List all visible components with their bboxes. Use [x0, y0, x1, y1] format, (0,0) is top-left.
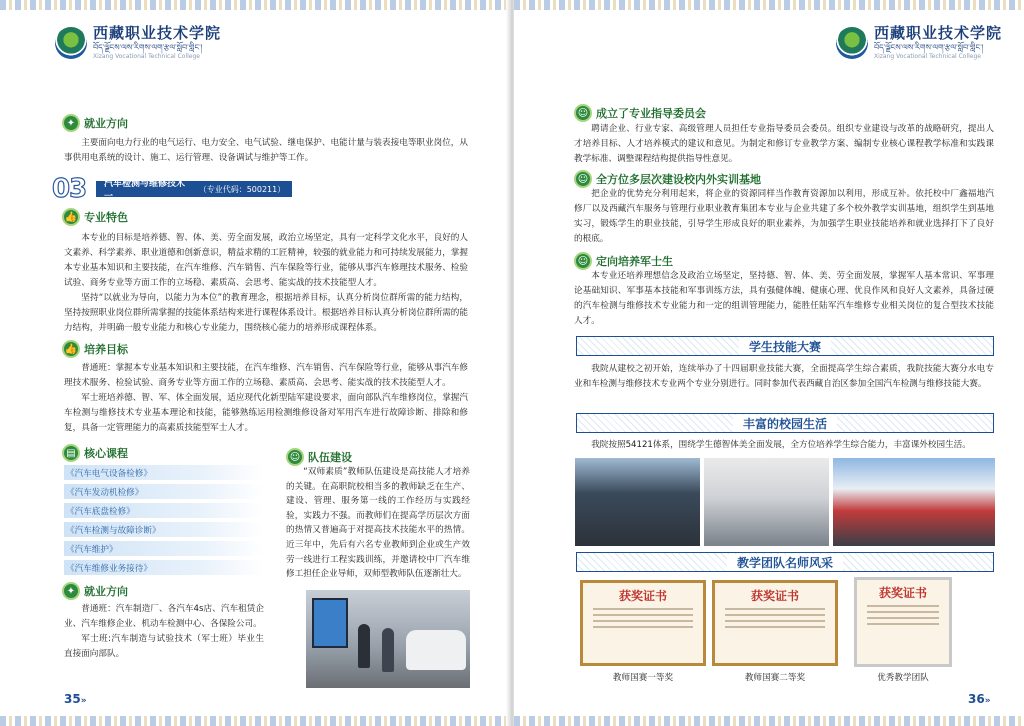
banner-title: 学生技能大赛	[739, 338, 831, 355]
page-number: 35»	[64, 692, 87, 706]
teachers-banner	[576, 552, 994, 572]
team-icon: ☺	[574, 170, 592, 188]
section-title: 就业方向	[84, 585, 128, 598]
thumbs-up-icon: 👍	[62, 208, 80, 226]
major-code: （专业代码：500211）	[198, 184, 286, 194]
section-employment-auto	[62, 582, 128, 600]
college-name-en: Xizang Vocational Technical College	[93, 53, 200, 60]
section-employment-electric	[62, 114, 128, 132]
decorative-border-bottom	[514, 716, 1024, 726]
banner-title: 教学团队名师风采	[727, 554, 843, 571]
section-title: 专业特色	[84, 211, 128, 224]
certificate-caption: 教师国赛二等奖	[744, 673, 806, 683]
college-logo	[55, 26, 221, 60]
college-name-cn: 西藏职业技术学院	[874, 24, 1003, 42]
decorative-border-top	[0, 0, 510, 10]
course-item: 《汽车电气设备检修》	[64, 465, 264, 480]
section-committee	[574, 104, 706, 122]
certificate-3: 获奖证书	[854, 577, 952, 667]
major-title-bar	[96, 179, 292, 202]
thumbs-up-icon: 👍	[62, 340, 80, 358]
section-title: 就业方向	[84, 117, 128, 130]
lightbulb-icon: ✦	[62, 582, 80, 600]
employment-auto-text: 普通班：汽车制造厂、各汽车4s店、汽车租赁企业、汽车维修企业、机动车检测中心、各保险公司。 军士班:汽车制造与试验技术（军士班）毕业生直接面向部队。	[64, 604, 264, 659]
major-name: 汽车检测与维修技术一	[104, 179, 186, 202]
car-shape	[406, 630, 466, 670]
campus-photo-1	[575, 458, 700, 546]
team-icon: ☺	[286, 448, 304, 466]
left-page	[0, 0, 510, 726]
college-logo	[836, 26, 1002, 60]
section-goal	[62, 340, 128, 358]
employment-electric-text: 主要面向电力行业的电气运行、电力安全、电气试验、继电保护、电能计量与装表接电等职业岗位，从事供用电系统的设计、施工、运行管理、设备调试与维护等工作。	[64, 138, 468, 163]
course-item: 《汽车维护》	[64, 541, 264, 556]
certificate-2: 获奖证书	[712, 580, 838, 666]
section-title: 全方位多层次建设校内外实训基地	[596, 173, 761, 186]
college-name-tibetan: བོད་ལྗོངས་ལས་རིགས་ལག་རྩལ་སློབ་གླིང་།	[874, 43, 984, 52]
book-icon: ▤	[62, 444, 80, 462]
banner-title: 丰富的校园生活	[733, 415, 837, 432]
bases-text: 把企业的优势充分利用起来，将企业的资源同样当作教育资源加以利用，形成互补。依托校中厂鑫福地汽修厂以及西藏汽车服务与管理行业职业教育集团本专业与企业共建了多个校外教学实训基地，组织学生到基地实习，锻炼学生的职业技能，引导学生形成良好的职业素养，为加强学生职业技能培养和就业选择打下了良好的根底。	[574, 189, 994, 244]
team-icon: ☺	[574, 252, 592, 270]
training-photo	[306, 590, 470, 688]
contest-banner	[576, 336, 994, 356]
campus-banner	[576, 413, 994, 433]
course-item: 《汽车发动机检修》	[64, 484, 264, 499]
certificate-caption: 优秀教学团队	[877, 673, 929, 683]
section-military	[574, 252, 673, 270]
person-shape	[382, 628, 394, 672]
team-text: “双师素质”教师队伍建设是高技能人才培养的关键。在高职院校相当多的教师缺乏在生产、建设、管理、服务第一线的工作经历与实践经验，实践力不强。而教师们在提高学历层次方面的热情又普遍高于对提高技术技能水平的热情。近三年中，先后有六名专业教师到企业或生产效劳一线进行工程实践训练，并邀请校中厂汽车维修工担任企业导师，双师型教师队伍逐渐壮大。	[286, 467, 470, 580]
military-text: 本专业还培养理想信念及政治立场坚定，坚持德、智、体、美、劳全面发展，掌握军人基本常识、军事理论基础知识、军事基本技能和军事训练方法，具有强健体魄、健康心理、优良作风和良好人文素养，具备过硬的汽车检测与维修技术专业能力和一定的组训管理能力，能胜任陆军汽车维修专业相关岗位的复合型技术技能人才。	[574, 271, 994, 326]
section-title: 核心课程	[84, 447, 128, 460]
campus-photo-2	[704, 458, 829, 546]
section-title: 定向培养军士生	[596, 255, 673, 268]
section-title: 培养目标	[84, 343, 128, 356]
contest-text: 我院从建校之初开始，连续举办了十四届职业技能大赛，全面提高学生综合素质，我院技能大赛分水电专业和车检测与维修技术专业两个专业分别进行。同时参加代表西藏自治区参加全国汽车检测与维修技能大赛。	[574, 364, 994, 389]
major-banner	[52, 174, 292, 204]
campus-photo-3	[833, 458, 995, 546]
section-title: 成立了专业指导委员会	[596, 107, 706, 120]
course-item: 《汽车底盘检修》	[64, 503, 264, 518]
certificate-caption: 教师国赛一等奖	[612, 673, 674, 683]
certificate-1: 获奖证书	[580, 580, 706, 666]
display-board	[312, 598, 348, 648]
course-item: 《汽车维修业务接待》	[64, 560, 264, 575]
course-item: 《汽车检测与故障诊断》	[64, 522, 264, 537]
decorative-border-top	[514, 0, 1024, 10]
page-number: 36»	[968, 692, 991, 706]
college-name-en: Xizang Vocational Technical College	[874, 53, 981, 60]
campus-text: 我院按照54121体系，围绕学生德智体美全面发展，全方位培养学生综合能力，丰富课外校园生活。	[591, 440, 971, 450]
course-list	[64, 465, 264, 579]
section-feature	[62, 208, 128, 226]
college-emblem-icon	[55, 27, 87, 59]
goal-text: 普通班：掌握本专业基本知识和主要技能，在汽车维修、汽车销售、汽车保险等行业，能够从事汽车修理技术服务、检验试验、商务专业等方面工作的立场稳、素质高、会思考、能实战的技术技能型人才。 军士班培养德、智、军、体全面发展，适应现代化新型陆军建设要求，面向部队汽车维修岗位，掌握汽车检测与维修技术专业基本理论和技能，能够熟练运用检测维修设备对军用汽车进行故障诊断、排除和修复，具备一定管理能力的高素质技能型军士人才。	[64, 363, 468, 433]
section-team	[286, 448, 352, 466]
section-bases	[574, 170, 761, 188]
team-icon: ☺	[574, 104, 592, 122]
section-courses	[62, 444, 128, 462]
college-emblem-icon	[836, 27, 868, 59]
person-shape	[358, 624, 370, 668]
major-number: 03	[52, 174, 87, 204]
feature-text: 本专业的目标是培养德、智、体、美、劳全面发展，政治立场坚定，具有一定科学文化水平，良好的人文素养、科学素养、职业道德和创新意识，精益求精的工匠精神，较强的就业能力和可持续发展能力，掌握本专业基本知识和主要技能，在汽车维修、汽车销售、汽车保险等行业，能够从事汽车修理技术服务、检验试验、商务专业等方面工作的立场稳、素质高、会思考、能实战的技术技能型人才。 坚持“以就业为导向，以能力为本位”的教育理念，根据培养目标，认真分析岗位群所需的能力结构，坚持按照职业岗位群所需掌握的技能体系结构来进行课程体系设计。根据培养目标认真分析岗位群所需的能力结构，并明确一般专业能力和核心专业能力，围绕核心能力的培养形成课程体系。	[64, 233, 468, 333]
section-title: 队伍建设	[308, 451, 352, 464]
college-name-tibetan: བོད་ལྗོངས་ལས་རིགས་ལག་རྩལ་སློབ་གླིང་།	[93, 43, 203, 52]
college-name-cn: 西藏职业技术学院	[93, 24, 222, 42]
lightbulb-icon: ✦	[62, 114, 80, 132]
decorative-border-bottom	[0, 716, 510, 726]
committee-text: 聘请企业、行业专家、高级管理人员担任专业指导委员会委员。组织专业建设与改革的战略研究，提出人才培养目标、人才培养模式的建议和意见。为制定和修订专业教学方案、编制专业核心课程教学标准和实践课教学标准、调整课程结构提供指导性意见。	[574, 124, 994, 164]
